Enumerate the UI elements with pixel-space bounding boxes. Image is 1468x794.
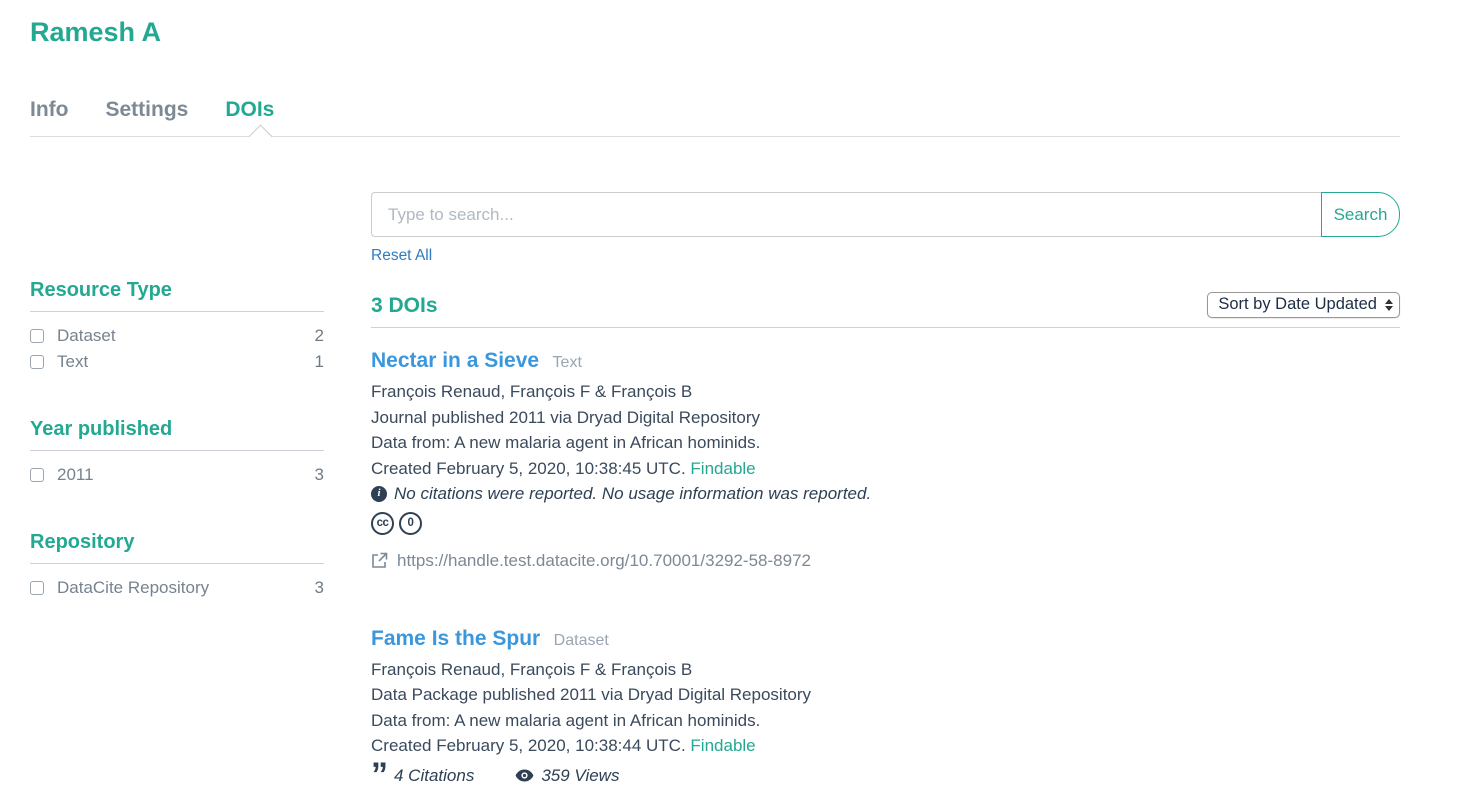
doi-description: Data from: A new malaria agent in African hominids. <box>371 433 761 452</box>
facet-item-label[interactable]: Dataset <box>57 326 116 345</box>
search-input[interactable] <box>371 192 1321 237</box>
facet-item-count: 1 <box>314 352 324 371</box>
tab-bar <box>30 98 1400 137</box>
reset-all-link[interactable]: Reset All <box>371 247 433 264</box>
doi-created: Created February 5, 2020, 10:38:44 UTC. <box>371 736 686 755</box>
facet-item-label[interactable]: DataCite Repository <box>57 578 210 597</box>
tab-settings[interactable]: Settings <box>105 98 189 121</box>
doi-created-line <box>371 456 1400 482</box>
citations-count: 4 Citations <box>394 765 475 785</box>
facet-title: Resource Type <box>30 279 324 312</box>
doi-publication: Data Package published 2011 via Dryad Digital Repository <box>371 685 812 704</box>
facet-item-datacite-repository[interactable] <box>30 575 324 601</box>
views-count: 359 Views <box>541 765 620 785</box>
doi-state: Findable <box>690 458 756 478</box>
resource-type-tag: Dataset <box>553 631 609 649</box>
facet-resource-type <box>30 279 324 375</box>
tab-dois[interactable]: DOIs <box>225 98 275 121</box>
search-button[interactable]: Search <box>1321 192 1400 237</box>
doi-publication: Journal published 2011 via Dryad Digital Repository <box>371 407 761 427</box>
cc-zero-license-icon: 0 <box>399 512 422 535</box>
facet-item-2011[interactable] <box>30 462 324 488</box>
resource-type-tag: Text <box>552 354 582 371</box>
doi-url-row <box>371 551 1400 571</box>
doi-metrics <box>371 755 1400 794</box>
doi-state: Findable <box>690 736 756 755</box>
sort-dropdown[interactable] <box>1207 292 1400 318</box>
doi-description: Data from: A new malaria agent in African hominids. <box>371 710 761 730</box>
facet-item-text[interactable] <box>30 349 324 375</box>
citations-quote-icon: ” <box>371 755 388 794</box>
facet-title: Year published <box>30 418 324 451</box>
doi-title-link[interactable]: Nectar in a Sieve <box>371 349 540 372</box>
views-eye-icon <box>515 769 534 782</box>
license-badges <box>371 512 1400 535</box>
doi-note-text: No citations were reported. No usage information was reported. <box>394 484 872 503</box>
doi-authors: François Renaud, François F & François B <box>371 382 693 401</box>
facet-sidebar <box>30 279 324 786</box>
tab-info[interactable]: Info <box>30 98 69 121</box>
doi-created: Created February 5, 2020, 10:38:45 UTC. <box>371 458 686 478</box>
doi-url-link[interactable]: https://handle.test.datacite.org/10.70001/3292-58-8972 <box>397 550 811 570</box>
sort-dropdown-label: Sort by Date Updated <box>1218 295 1377 313</box>
doi-authors: François Renaud, François F & François B <box>371 659 693 679</box>
facet-repository <box>30 531 324 601</box>
cc-license-icon: cc <box>371 512 394 535</box>
search-bar <box>371 192 1400 237</box>
doi-usage-note <box>371 481 1400 507</box>
checkbox[interactable] <box>30 468 44 482</box>
info-icon: i <box>371 486 387 502</box>
results-main <box>371 192 1400 794</box>
checkbox[interactable] <box>30 581 44 595</box>
external-link-icon <box>371 552 388 569</box>
doi-result-item <box>371 626 1400 794</box>
page-title: Ramesh A <box>30 17 162 47</box>
facet-item-label[interactable]: Text <box>57 352 89 371</box>
facet-item-count: 3 <box>314 465 324 484</box>
facet-item-count: 2 <box>314 326 324 345</box>
facet-year-published <box>30 418 324 488</box>
doi-count: 3 DOIs <box>371 294 438 317</box>
doi-created-line <box>371 733 1400 759</box>
results-header <box>371 292 1400 328</box>
checkbox[interactable] <box>30 329 44 343</box>
doi-result-item <box>371 349 1400 571</box>
select-stepper-icon <box>1385 299 1393 311</box>
facet-title: Repository <box>30 531 324 564</box>
facet-item-dataset[interactable] <box>30 323 324 349</box>
doi-title-link[interactable]: Fame Is the Spur <box>371 626 541 650</box>
facet-item-count: 3 <box>314 578 324 597</box>
checkbox[interactable] <box>30 355 44 369</box>
facet-item-label[interactable]: 2011 <box>57 465 94 484</box>
content-area <box>30 137 1400 794</box>
